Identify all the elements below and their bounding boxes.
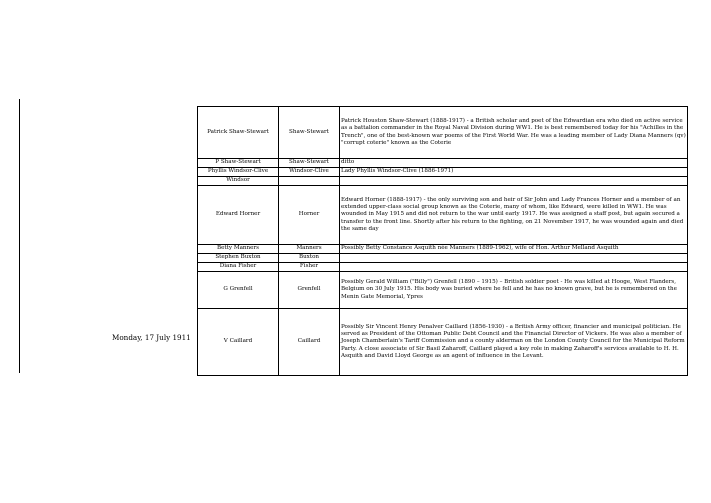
note-cell: Possibly Gerald William ("Billy") Grenfell (1890 – 1915) – British soldier poet - He was killed at Hooge, West Flanders, Belgium on 30 July 1915. His body was buried where he fell and he has no known grave, but he is remembered on the Menin Gate Memorial, Ypres <box>340 272 688 309</box>
full-name-cell: Edward Horner <box>198 186 279 245</box>
table-row <box>198 263 688 272</box>
full-name-cell: Phyllis Windsor-Clive <box>198 168 279 177</box>
short-name-cell: Buxton <box>279 254 340 263</box>
note-cell: Edward Horner (1888-1917) - the only surviving son and heir of Sir John and Lady Frances Horner and a member of an extended upper-class social group known as the Coterie, many of whom, like Edward, were killed in WW1. He was wounded in May 1915 and did not return to the war until early 1917. He was assigned a staff post, but again secured a transfer to the front line. Shortly after his return to the fighting, on 21 November 1917, he was wounded again and died the same day <box>340 186 688 245</box>
full-name-cell: Stephen Buxton <box>198 254 279 263</box>
note-cell: Possibly Sir Vincent Henry Penalver Caillard (1856-1930) - a British Army officer, financier and municipal politician. He served as President of the Ottoman Public Debt Council and the Financial Director of Vickers. He was also a member of Joseph Chamberlain's Tariff Commission and a county alderman on the London County Council for the Municipal Reform Party. A close associate of Sir Basil Zaharoff, Caillard played a key role in making Zaharoff's services available to H. H. Asquith and David Lloyd George as an agent of influence in the Levant. <box>340 309 688 376</box>
short-name-cell: Shaw-Stewart <box>279 159 340 168</box>
table-row <box>198 254 688 263</box>
table-row <box>198 107 688 159</box>
note-cell <box>340 254 688 263</box>
short-name-cell: Fisher <box>279 263 340 272</box>
full-name-cell: P Shaw-Stewart <box>198 159 279 168</box>
table-row <box>198 309 688 376</box>
short-name-cell: Grenfell <box>279 272 340 309</box>
short-name-cell: Horner <box>279 186 340 245</box>
note-cell <box>340 177 688 186</box>
table-row <box>198 159 688 168</box>
note-cell <box>340 263 688 272</box>
table-row <box>198 245 688 254</box>
short-name-cell <box>279 177 340 186</box>
entry-date: Monday, 17 July 1911 <box>112 333 191 342</box>
note-cell: Possibly Betty Constance Asquith née Manners (1889-1962), wife of Hon. Arthur Melland Asquith <box>340 245 688 254</box>
note-cell: ditto <box>340 159 688 168</box>
full-name-cell: Patrick Shaw-Stewart <box>198 107 279 159</box>
table-row <box>198 177 688 186</box>
names-table <box>197 106 688 376</box>
full-name-cell: Windsor <box>198 177 279 186</box>
table-row <box>198 272 688 309</box>
short-name-cell: Shaw-Stewart <box>279 107 340 159</box>
short-name-cell: Windsor-Clive <box>279 168 340 177</box>
left-margin-rule <box>19 99 20 373</box>
full-name-cell: Betty Manners <box>198 245 279 254</box>
short-name-cell: Manners <box>279 245 340 254</box>
table-row <box>198 186 688 245</box>
table-row <box>198 168 688 177</box>
note-cell: Lady Phyllis Windsor-Clive (1886-1971) <box>340 168 688 177</box>
full-name-cell: G Grenfell <box>198 272 279 309</box>
note-cell: Patrick Houston Shaw-Stewart (1888-1917) - a British scholar and poet of the Edwardian era who died on active service as a battalion commander in the Royal Naval Division during WW1. He is best remembered today for his "Achilles in the Trench", one of the best-known war poems of the First World War. He was a leading member of Lady Diana Manners (qv) "corrupt coterie" known as the Coterie <box>340 107 688 159</box>
full-name-cell: Diana Fisher <box>198 263 279 272</box>
full-name-cell: V Caillard <box>198 309 279 376</box>
short-name-cell: Caillard <box>279 309 340 376</box>
